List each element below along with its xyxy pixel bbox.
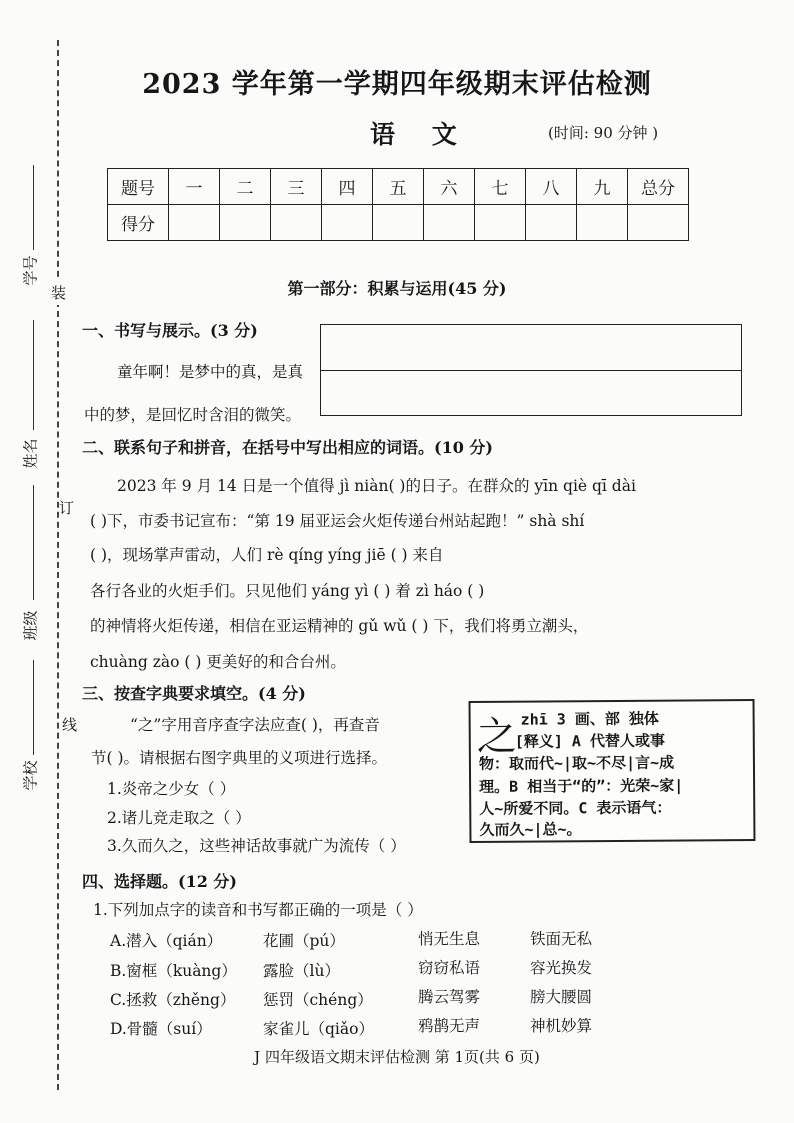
option-a-word1: A.潜入（qián） xyxy=(110,932,223,950)
option-a-word2: 花圃（pú） xyxy=(263,932,345,950)
q2-title: 二、联系句子和拼音，在括号中写出相应的词语。(10 分) xyxy=(82,438,493,457)
q1-text-line1: 童年啊！是梦中的真，是真 xyxy=(117,363,304,381)
score-header-cell: 一 xyxy=(169,169,220,205)
score-row-label: 得分 xyxy=(108,205,169,241)
score-header-cell: 九 xyxy=(577,169,628,205)
q4-title: 四、选择题。(12 分) xyxy=(82,872,237,891)
score-header-cell: 二 xyxy=(220,169,271,205)
option-d-word3: 鸦鹊无声 xyxy=(418,1017,481,1035)
dictionary-line: 理。B 相当于“的”：光荣~家| xyxy=(479,776,684,796)
binding-char-zhuang: 装 xyxy=(51,280,66,305)
class-label: 班级 xyxy=(21,610,40,641)
binding-char-xian: 线 xyxy=(62,712,77,737)
q1-title: 一、书写与展示。(3 分) xyxy=(82,321,258,340)
option-c-word1: C.拯救（zhěng） xyxy=(110,991,236,1009)
q3-item: 1.炎帝之少女（ ） xyxy=(107,780,236,798)
score-header-cell: 四 xyxy=(322,169,373,205)
school-blank xyxy=(33,660,34,755)
student-id-blank xyxy=(33,165,34,250)
exam-title: 2023 学年第一学期四年级期末评估检测 xyxy=(142,69,652,100)
score-cell[interactable] xyxy=(322,205,373,241)
option-b-word4: 容光换发 xyxy=(530,959,593,977)
score-cell[interactable] xyxy=(271,205,322,241)
score-table xyxy=(107,168,689,241)
dictionary-headword: 之 xyxy=(476,713,517,760)
binding-char-ding: 订 xyxy=(59,495,74,520)
subject-title: 语 文 xyxy=(370,120,471,149)
dictionary-line: 物：取而代~|取~不尽|言~成 xyxy=(478,753,675,773)
dictionary-entry-image xyxy=(469,699,756,843)
dictionary-line: zhī 3 画、部 独体 xyxy=(520,709,659,729)
q3-title: 三、按查字典要求填空。(4 分) xyxy=(82,684,306,703)
q3-item: 2.诸儿竞走取之（ ） xyxy=(107,809,251,827)
q3-line: “之”字用音序查字法应查( )，再查音 xyxy=(130,716,380,734)
score-header-cell: 七 xyxy=(475,169,526,205)
score-header-cell: 总分 xyxy=(628,169,689,205)
dictionary-line: [释义] A 代替人或事 xyxy=(514,731,666,751)
q2-line: ( )，现场掌声雷动，人们 rè qíng yíng jiē ( ) 来自 xyxy=(90,546,444,564)
exam-time: (时间: 90 分钟 ) xyxy=(548,124,659,142)
score-cell[interactable] xyxy=(577,205,628,241)
q2-line: 的神情将火炬传递，相信在亚运精神的 gǔ wǔ ( ) 下，我们将勇立潮头， xyxy=(90,617,589,635)
page-footer: J 四年级语文期末评估检测 第 1页(共 6 页) xyxy=(254,1048,540,1066)
name-label: 姓名 xyxy=(21,438,40,469)
q4-stem: 1.下列加点字的读音和书写都正确的一项是（ ） xyxy=(93,901,423,919)
score-header-cell: 六 xyxy=(424,169,475,205)
q1-text-line2: 中的梦，是回忆时含泪的微笑。 xyxy=(84,406,302,424)
q2-line: chuàng zào ( ) 更美好的和合台州。 xyxy=(90,653,346,671)
score-cell[interactable] xyxy=(526,205,577,241)
option-c-word2: 惩罚（chéng） xyxy=(263,991,373,1009)
option-c-word3: 腾云驾雾 xyxy=(418,988,481,1006)
q2-line: 各行各业的火炬手们。只见他们 yáng yì ( ) 着 zì háo ( ) xyxy=(90,582,485,600)
q3-line: 节( )。请根据右图字典里的义项进行选择。 xyxy=(91,749,388,767)
handwriting-box[interactable] xyxy=(320,324,742,416)
score-cell[interactable] xyxy=(373,205,424,241)
option-b-word3: 窃窃私语 xyxy=(418,959,481,977)
q2-line: 2023 年 9 月 14 日是一个值得 jì niàn( )的日子。在群众的 yīn qiè qī dài xyxy=(117,477,636,495)
score-header-cell: 五 xyxy=(373,169,424,205)
option-c-word4: 膀大腰圆 xyxy=(530,988,593,1006)
name-blank xyxy=(33,320,34,430)
option-d-word2: 家雀儿（qiǎo） xyxy=(263,1020,374,1038)
option-d-word1: D.骨髓（suí） xyxy=(110,1020,212,1038)
score-cell[interactable] xyxy=(475,205,526,241)
dictionary-line: 人~所爱不同。C 表示语气： xyxy=(479,798,672,818)
option-a-word4: 铁面无私 xyxy=(530,930,593,948)
score-cell[interactable] xyxy=(628,205,689,241)
score-header-cell: 题号 xyxy=(108,169,169,205)
student-id-label: 学号 xyxy=(21,255,40,286)
option-b-word1: B.窗框（kuàng） xyxy=(110,962,237,980)
score-cell[interactable] xyxy=(220,205,271,241)
option-b-word2: 露脸（lù） xyxy=(263,962,340,980)
binding-dashed-line xyxy=(57,40,59,1090)
q3-item: 3.久而久之，这些神话故事就广为流传（ ） xyxy=(107,837,406,855)
score-value-row xyxy=(108,205,689,241)
part1-title: 第一部分：积累与运用(45 分) xyxy=(287,279,507,298)
class-blank xyxy=(33,485,34,600)
score-header-row xyxy=(108,169,689,205)
score-cell[interactable] xyxy=(169,205,220,241)
score-header-cell: 八 xyxy=(526,169,577,205)
score-header-cell: 三 xyxy=(271,169,322,205)
dictionary-line: 久而久~|总~。 xyxy=(479,820,582,839)
handwriting-box-divider xyxy=(321,370,741,371)
option-a-word3: 悄无生息 xyxy=(418,930,481,948)
school-label: 学校 xyxy=(21,760,40,791)
q2-line: ( )下，市委书记宣布：“第 19 届亚运会火炬传递台州站起跑！” shà shí xyxy=(90,512,585,530)
score-cell[interactable] xyxy=(424,205,475,241)
option-d-word4: 神机妙算 xyxy=(530,1017,593,1035)
